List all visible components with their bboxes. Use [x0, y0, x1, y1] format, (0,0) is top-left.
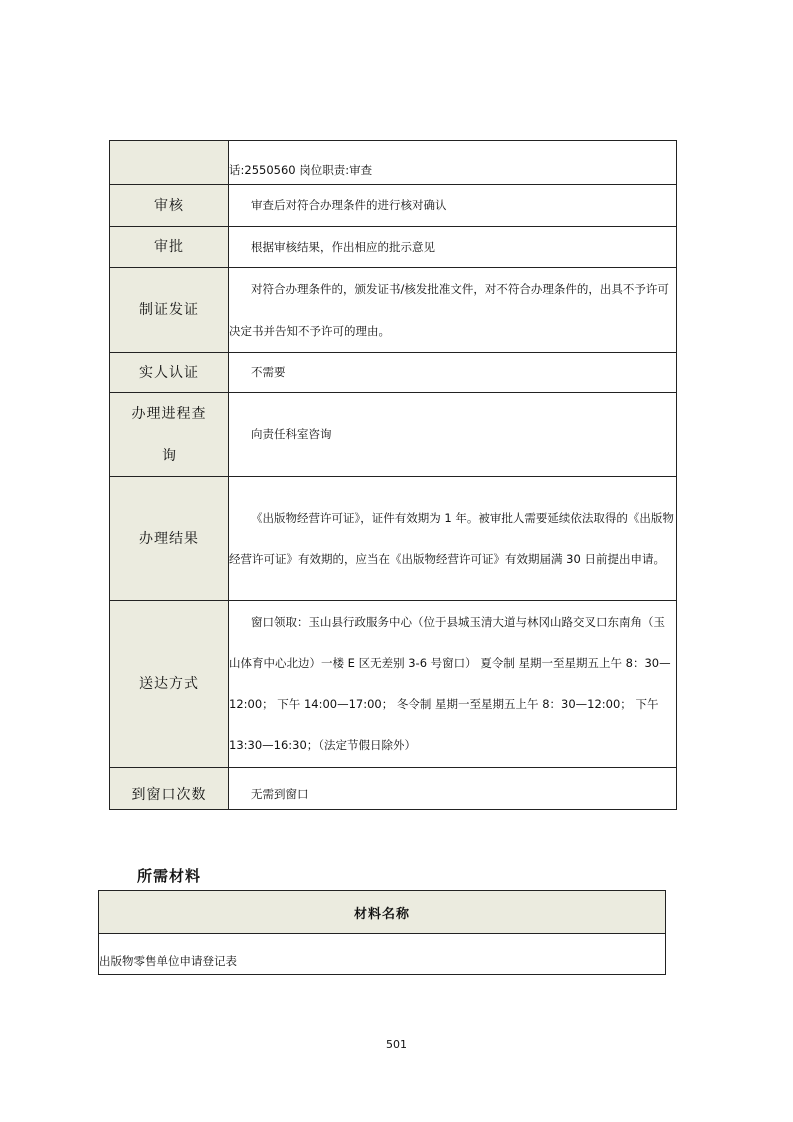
value-text: 审查后对符合办理条件的进行核对确认 — [251, 198, 447, 212]
row-label: 实人认证 — [110, 353, 229, 393]
table-row — [110, 477, 677, 601]
value-text: 对符合办理条件的，颁发证书/核发批准文件，对不符合办理条件的，出具不予许可决定书并告知不予许可的理由。 — [229, 282, 669, 338]
table-row — [110, 227, 677, 268]
contact-text: 话:2550560 岗位职责:审查 — [229, 163, 373, 177]
table-row — [110, 768, 677, 810]
material-item: 出版物零售单位申请登记表 — [99, 934, 666, 975]
row-label: 送达方式 — [110, 601, 229, 768]
row-value — [229, 601, 677, 768]
value-text: 无需到窗口 — [251, 787, 309, 801]
table-row — [110, 185, 677, 227]
row-value — [229, 768, 677, 810]
row-label — [110, 393, 229, 477]
row-value — [229, 477, 677, 601]
table-row — [110, 393, 677, 477]
row-value — [229, 141, 677, 185]
row-label: 制证发证 — [110, 268, 229, 353]
row-label-empty — [110, 141, 229, 185]
row-label: 办理结果 — [110, 477, 229, 601]
row-label: 审批 — [110, 227, 229, 268]
table-row — [110, 601, 677, 768]
value-text: 向责任科室咨询 — [251, 427, 332, 441]
row-label: 到窗口次数 — [110, 768, 229, 810]
value-text: 《出版物经营许可证》，证件有效期为 1 年。被审批人需要延续依法取得的《出版物经营许可证》有效期的，应当在《出版物经营许可证》有效期届满 30 日前提出申请。 — [229, 510, 674, 566]
row-value — [229, 185, 677, 227]
row-label-line: 询 — [162, 447, 177, 464]
table-row — [110, 141, 677, 185]
row-label-line: 办理进程查 — [131, 405, 207, 422]
row-value — [229, 353, 677, 393]
page-number: 501 — [386, 1038, 407, 1051]
value-text: 根据审核结果，作出相应的批示意见 — [251, 239, 435, 254]
row-label: 审核 — [110, 185, 229, 227]
materials-section-title: 所需材料 — [137, 867, 202, 885]
value-text: 窗口领取：玉山县行政服务中心（位于县城玉清大道与林冈山路交叉口东南角（玉山体育中心北边）一楼 E 区无差别 3-6 号窗口） 夏令制 星期一至星期五上午 8：30—12:00； 下午 14:00—17:00； 冬令制 星期一至星期五上午 8：30—12:00； 下午 13:30—16:30；（法定节假日除外） — [229, 615, 671, 752]
row-value — [229, 227, 677, 268]
row-value — [229, 268, 677, 353]
materials-column-header: 材料名称 — [99, 891, 666, 934]
materials-table — [98, 890, 666, 975]
table-row — [110, 353, 677, 393]
table-row — [99, 934, 666, 975]
service-info-table — [109, 140, 677, 810]
table-header-row — [99, 891, 666, 934]
value-text: 不需要 — [251, 365, 286, 379]
row-value — [229, 393, 677, 477]
table-row — [110, 268, 677, 353]
